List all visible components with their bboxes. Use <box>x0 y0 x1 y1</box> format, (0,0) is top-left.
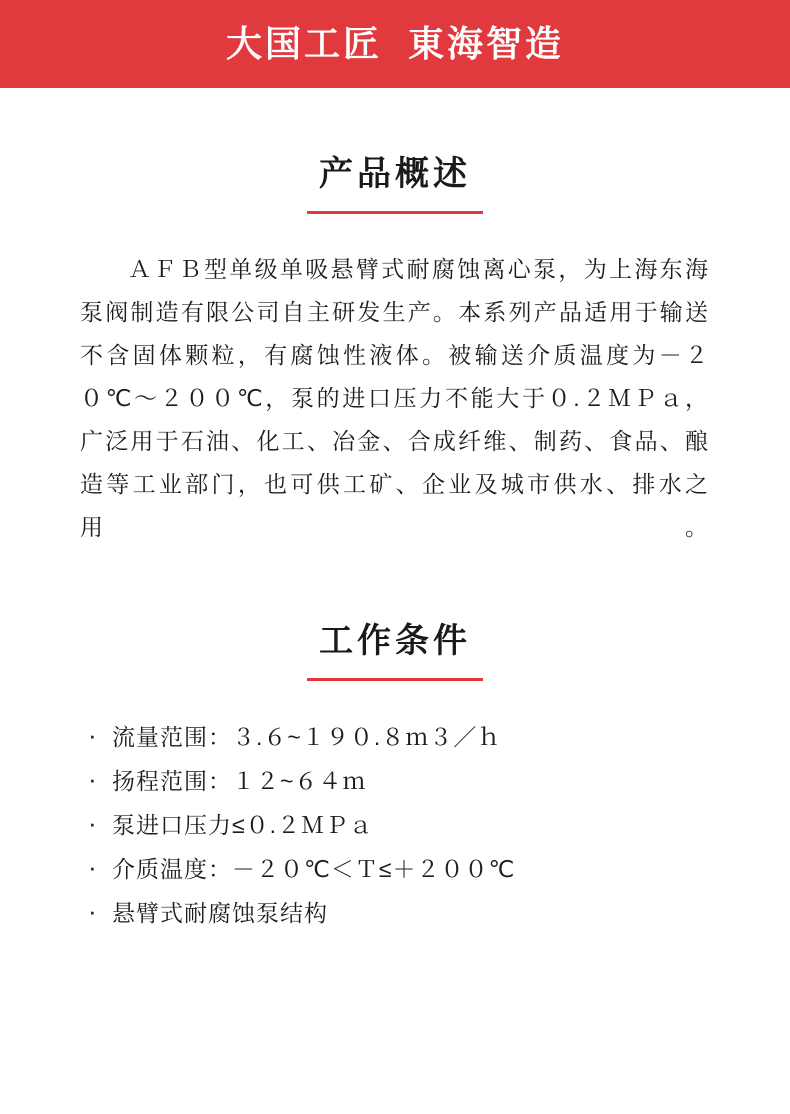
list-item: · 流量范围：３.６~１９０.８ｍ３／ｈ <box>88 715 748 759</box>
working-conditions-list <box>42 715 748 935</box>
section-product-overview <box>0 146 790 549</box>
section-conditions-title: 工作条件 <box>319 622 471 660</box>
section-working-conditions <box>0 613 790 935</box>
section-overview-underline <box>307 211 483 214</box>
banner-title: 大国工匠 東海智造 <box>225 23 564 64</box>
list-item: · 泵进口压力≤０.２ＭＰａ <box>88 803 748 847</box>
section-overview-paragraph: ＡＦＢ型单级单吸悬臂式耐腐蚀离心泵，为上海东海泵阀制造有限公司自主研发生产。本系列产品适用于输送不含固体颗粒，有腐蚀性液体。被输送介质温度为－２０℃～２００℃，泵的进口压力不能大于０.２ＭＰａ，广泛用于石油、化工、冶金、合成纤维、制药、食品、酿造等工业部门，也可供工矿、企业及城市供水、排水之用。 <box>80 256 710 540</box>
section-overview-title: 产品概述 <box>319 155 471 193</box>
page-banner <box>0 0 790 88</box>
section-conditions-underline <box>307 678 483 681</box>
section-conditions-header <box>42 613 748 681</box>
list-item: · 悬臂式耐腐蚀泵结构 <box>88 891 748 935</box>
list-item: · 介质温度：－２０℃＜Ｔ≤＋２００℃ <box>88 847 748 891</box>
list-item: · 扬程范围：１２~６４ｍ <box>88 759 748 803</box>
section-overview-header <box>42 146 748 214</box>
